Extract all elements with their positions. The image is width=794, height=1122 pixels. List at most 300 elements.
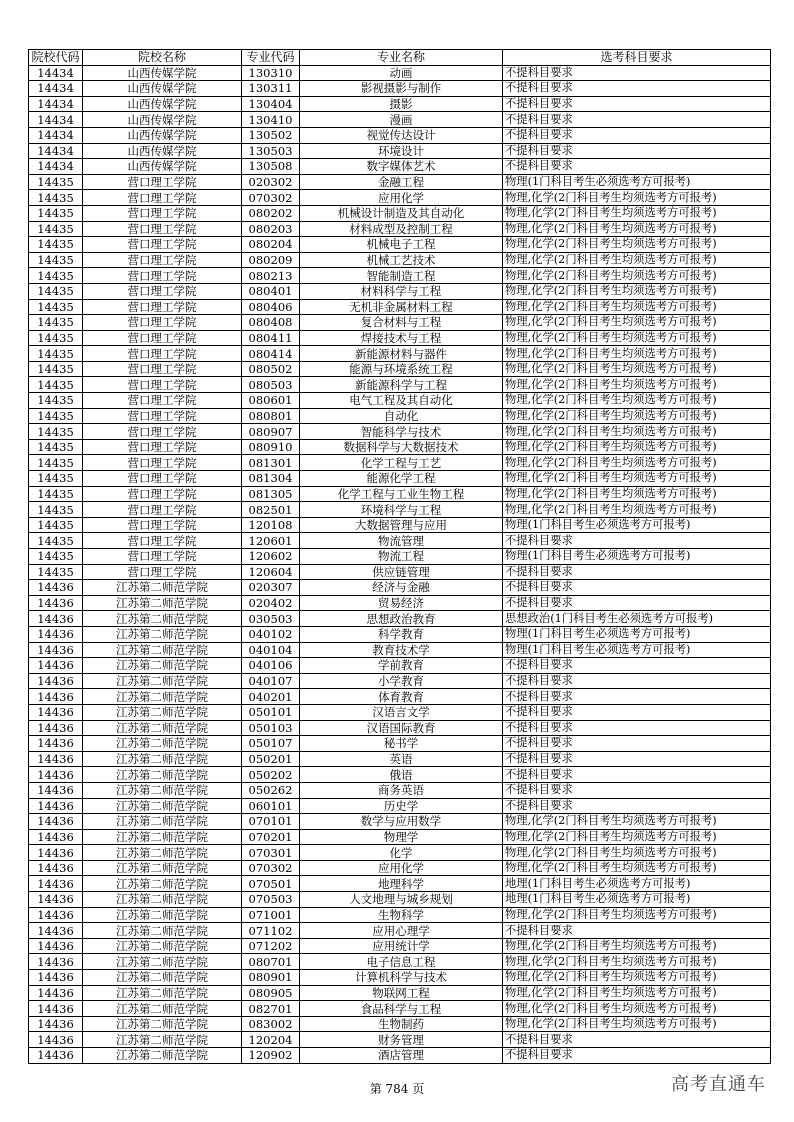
table-row: [29, 704, 771, 720]
subject-requirement-cell: 物理,化学(2门科目考生均须选考方可报考): [503, 814, 771, 830]
table-row: [29, 533, 771, 549]
subject-requirement-cell: 物理,化学(2门科目考生均须选考方可报考): [503, 361, 771, 377]
table-row: [29, 736, 771, 752]
subject-requirement-cell: 不提科目要求: [503, 689, 771, 705]
school-code-cell: 14435: [29, 502, 83, 518]
school-name-cell: 营口理工学院: [83, 346, 242, 362]
school-name-cell: 江苏第二师范学院: [83, 814, 242, 830]
major-name-cell: 经济与金融: [300, 580, 503, 596]
major-name-cell: 电气工程及其自动化: [300, 393, 503, 409]
table-row: [29, 455, 771, 471]
table-row: [29, 938, 771, 954]
major-name-cell: 商务英语: [300, 782, 503, 798]
header-major-name: 专业名称: [300, 50, 503, 66]
header-major-code: 专业代码: [242, 50, 300, 66]
major-code-cell: 080408: [242, 315, 300, 331]
school-code-cell: 14436: [29, 892, 83, 908]
major-name-cell: 科学教育: [300, 626, 503, 642]
subject-requirement-cell: 不提科目要求: [503, 767, 771, 783]
table-row: [29, 673, 771, 689]
subject-requirement-cell: 物理(1门科目考生必须选考方可报考): [503, 517, 771, 533]
subject-requirement-cell: 地理(1门科目考生必须选考方可报考): [503, 892, 771, 908]
school-name-cell: 营口理工学院: [83, 533, 242, 549]
school-name-cell: 江苏第二师范学院: [83, 923, 242, 939]
school-code-cell: 14435: [29, 486, 83, 502]
school-name-cell: 江苏第二师范学院: [83, 1016, 242, 1032]
school-code-cell: 14436: [29, 720, 83, 736]
school-code-cell: 14435: [29, 221, 83, 237]
table-row: [29, 829, 771, 845]
school-name-cell: 江苏第二师范学院: [83, 938, 242, 954]
major-code-cell: 082501: [242, 502, 300, 518]
major-code-cell: 081301: [242, 455, 300, 471]
school-code-cell: 14436: [29, 876, 83, 892]
major-name-cell: 秘书学: [300, 736, 503, 752]
table-row: [29, 424, 771, 440]
school-code-cell: 14436: [29, 1048, 83, 1064]
school-code-cell: 14435: [29, 283, 83, 299]
major-code-cell: 080401: [242, 283, 300, 299]
school-code-cell: 14435: [29, 252, 83, 268]
subject-requirement-cell: 物理,化学(2门科目考生均须选考方可报考): [503, 299, 771, 315]
subject-requirement-cell: 思想政治(1门科目考生必须选考方可报考): [503, 611, 771, 627]
major-name-cell: 智能制造工程: [300, 268, 503, 284]
subject-requirement-cell: 物理,化学(2门科目考生均须选考方可报考): [503, 938, 771, 954]
major-name-cell: 供应链管理: [300, 564, 503, 580]
school-code-cell: 14435: [29, 393, 83, 409]
major-name-cell: 俄语: [300, 767, 503, 783]
school-name-cell: 江苏第二师范学院: [83, 626, 242, 642]
major-code-cell: 070201: [242, 829, 300, 845]
table-row: [29, 954, 771, 970]
table-row: [29, 299, 771, 315]
school-name-cell: 江苏第二师范学院: [83, 611, 242, 627]
subject-requirement-cell: 不提科目要求: [503, 798, 771, 814]
major-name-cell: 智能科学与技术: [300, 424, 503, 440]
table-row: [29, 346, 771, 362]
school-code-cell: 14435: [29, 190, 83, 206]
school-code-cell: 14436: [29, 736, 83, 752]
major-code-cell: 050101: [242, 704, 300, 720]
school-name-cell: 江苏第二师范学院: [83, 595, 242, 611]
school-code-cell: 14435: [29, 315, 83, 331]
major-code-cell: 130508: [242, 159, 300, 175]
school-code-cell: 14436: [29, 595, 83, 611]
major-name-cell: 体育教育: [300, 689, 503, 705]
school-name-cell: 江苏第二师范学院: [83, 720, 242, 736]
school-code-cell: 14436: [29, 814, 83, 830]
table-row: [29, 439, 771, 455]
subject-requirement-cell: 物理(1门科目考生必须选考方可报考): [503, 642, 771, 658]
major-name-cell: 能源化学工程: [300, 471, 503, 487]
table-row: [29, 611, 771, 627]
major-code-cell: 083002: [242, 1016, 300, 1032]
school-name-cell: 营口理工学院: [83, 315, 242, 331]
school-name-cell: 营口理工学院: [83, 486, 242, 502]
school-name-cell: 江苏第二师范学院: [83, 845, 242, 861]
major-name-cell: 化学工程与工艺: [300, 455, 503, 471]
school-name-cell: 江苏第二师范学院: [83, 876, 242, 892]
major-name-cell: 视觉传达设计: [300, 127, 503, 143]
subject-requirement-cell: 不提科目要求: [503, 736, 771, 752]
major-name-cell: 新能源材料与器件: [300, 346, 503, 362]
school-name-cell: 营口理工学院: [83, 471, 242, 487]
subject-requirement-cell: 不提科目要求: [503, 1048, 771, 1064]
school-name-cell: 营口理工学院: [83, 517, 242, 533]
major-name-cell: 应用化学: [300, 190, 503, 206]
table-row: [29, 876, 771, 892]
major-name-cell: 材料成型及控制工程: [300, 221, 503, 237]
subject-requirement-cell: 物理,化学(2门科目考生均须选考方可报考): [503, 268, 771, 284]
school-name-cell: 山西传媒学院: [83, 112, 242, 128]
school-code-cell: 14435: [29, 346, 83, 362]
major-code-cell: 070302: [242, 190, 300, 206]
school-code-cell: 14434: [29, 96, 83, 112]
school-code-cell: 14435: [29, 377, 83, 393]
subject-requirement-cell: 物理,化学(2门科目考生均须选考方可报考): [503, 502, 771, 518]
subject-requirement-cell: 物理,化学(2门科目考生均须选考方可报考): [503, 845, 771, 861]
table-body: [29, 65, 771, 1063]
subject-requirement-cell: 物理,化学(2门科目考生均须选考方可报考): [503, 1016, 771, 1032]
table-row: [29, 190, 771, 206]
school-name-cell: 江苏第二师范学院: [83, 1001, 242, 1017]
subject-requirement-cell: 物理,化学(2门科目考生均须选考方可报考): [503, 860, 771, 876]
subject-requirement-cell: 物理,化学(2门科目考生均须选考方可报考): [503, 455, 771, 471]
school-code-cell: 14434: [29, 143, 83, 159]
subject-requirement-cell: 地理(1门科目考生必须选考方可报考): [503, 876, 771, 892]
school-code-cell: 14436: [29, 798, 83, 814]
subject-requirement-cell: 不提科目要求: [503, 564, 771, 580]
school-name-cell: 营口理工学院: [83, 408, 242, 424]
table-row: [29, 798, 771, 814]
major-code-cell: 070301: [242, 845, 300, 861]
school-name-cell: 营口理工学院: [83, 393, 242, 409]
school-name-cell: 营口理工学院: [83, 377, 242, 393]
school-code-cell: 14435: [29, 237, 83, 253]
subject-requirement-cell: 物理,化学(2门科目考生均须选考方可报考): [503, 315, 771, 331]
school-name-cell: 营口理工学院: [83, 330, 242, 346]
major-code-cell: 070501: [242, 876, 300, 892]
table-row: [29, 642, 771, 658]
major-name-cell: 大数据管理与应用: [300, 517, 503, 533]
subject-requirement-cell: 物理(1门科目考生必须选考方可报考): [503, 174, 771, 190]
table-row: [29, 174, 771, 190]
major-name-cell: 机械设计制造及其自动化: [300, 205, 503, 221]
subject-requirement-cell: 物理,化学(2门科目考生均须选考方可报考): [503, 907, 771, 923]
major-code-cell: 082701: [242, 1001, 300, 1017]
major-code-cell: 040104: [242, 642, 300, 658]
major-code-cell: 071202: [242, 938, 300, 954]
major-code-cell: 080213: [242, 268, 300, 284]
major-code-cell: 130404: [242, 96, 300, 112]
major-code-cell: 080701: [242, 954, 300, 970]
table-row: [29, 330, 771, 346]
table-row: [29, 1032, 771, 1048]
school-code-cell: 14436: [29, 767, 83, 783]
subject-requirement-cell: 不提科目要求: [503, 720, 771, 736]
school-name-cell: 营口理工学院: [83, 190, 242, 206]
school-code-cell: 14436: [29, 751, 83, 767]
major-name-cell: 人文地理与城乡规划: [300, 892, 503, 908]
school-name-cell: 江苏第二师范学院: [83, 954, 242, 970]
school-name-cell: 江苏第二师范学院: [83, 658, 242, 674]
school-name-cell: 山西传媒学院: [83, 159, 242, 175]
header-subject-requirement: 选考科目要求: [503, 50, 771, 66]
subject-requirement-cell: 不提科目要求: [503, 782, 771, 798]
major-name-cell: 摄影: [300, 96, 503, 112]
table-row: [29, 549, 771, 565]
table-row: [29, 720, 771, 736]
school-name-cell: 营口理工学院: [83, 502, 242, 518]
school-name-cell: 江苏第二师范学院: [83, 985, 242, 1001]
major-code-cell: 080411: [242, 330, 300, 346]
table-row: [29, 1048, 771, 1064]
table-row: [29, 377, 771, 393]
table-row: [29, 1016, 771, 1032]
school-code-cell: 14435: [29, 361, 83, 377]
school-name-cell: 营口理工学院: [83, 564, 242, 580]
table-row: [29, 907, 771, 923]
major-name-cell: 电子信息工程: [300, 954, 503, 970]
school-name-cell: 营口理工学院: [83, 424, 242, 440]
major-name-cell: 材料科学与工程: [300, 283, 503, 299]
school-code-cell: 14434: [29, 65, 83, 81]
school-name-cell: 营口理工学院: [83, 299, 242, 315]
major-name-cell: 教育技术学: [300, 642, 503, 658]
major-code-cell: 030503: [242, 611, 300, 627]
school-name-cell: 营口理工学院: [83, 439, 242, 455]
major-code-cell: 080502: [242, 361, 300, 377]
subject-requirement-cell: 物理,化学(2门科目考生均须选考方可报考): [503, 252, 771, 268]
major-code-cell: 081305: [242, 486, 300, 502]
major-name-cell: 数据科学与大数据技术: [300, 439, 503, 455]
school-name-cell: 江苏第二师范学院: [83, 580, 242, 596]
major-name-cell: 影视摄影与制作: [300, 81, 503, 97]
major-name-cell: 物理学: [300, 829, 503, 845]
major-code-cell: 020302: [242, 174, 300, 190]
school-code-cell: 14436: [29, 611, 83, 627]
school-code-cell: 14434: [29, 127, 83, 143]
subject-requirement-cell: 物理(1门科目考生必须选考方可报考): [503, 626, 771, 642]
school-name-cell: 营口理工学院: [83, 283, 242, 299]
table-row: [29, 1001, 771, 1017]
major-code-cell: 130502: [242, 127, 300, 143]
school-code-cell: 14435: [29, 533, 83, 549]
subject-requirement-cell: 物理,化学(2门科目考生均须选考方可报考): [503, 205, 771, 221]
major-name-cell: 生物科学: [300, 907, 503, 923]
school-code-cell: 14434: [29, 159, 83, 175]
major-name-cell: 环境科学与工程: [300, 502, 503, 518]
table-row: [29, 283, 771, 299]
major-name-cell: 金融工程: [300, 174, 503, 190]
major-name-cell: 贸易经济: [300, 595, 503, 611]
school-code-cell: 14436: [29, 970, 83, 986]
school-name-cell: 江苏第二师范学院: [83, 907, 242, 923]
subject-requirement-cell: 不提科目要求: [503, 595, 771, 611]
school-code-cell: 14436: [29, 626, 83, 642]
major-code-cell: 020402: [242, 595, 300, 611]
major-name-cell: 财务管理: [300, 1032, 503, 1048]
table-row: [29, 814, 771, 830]
table-row: [29, 860, 771, 876]
table-row: [29, 845, 771, 861]
subject-requirement-cell: 物理,化学(2门科目考生均须选考方可报考): [503, 346, 771, 362]
school-code-cell: 14435: [29, 408, 83, 424]
table-row: [29, 751, 771, 767]
major-code-cell: 040107: [242, 673, 300, 689]
major-name-cell: 小学教育: [300, 673, 503, 689]
table-row: [29, 127, 771, 143]
table-row: [29, 626, 771, 642]
admission-table-container: [28, 49, 770, 1064]
school-code-cell: 14435: [29, 174, 83, 190]
school-name-cell: 江苏第二师范学院: [83, 798, 242, 814]
major-code-cell: 050262: [242, 782, 300, 798]
school-code-cell: 14435: [29, 299, 83, 315]
school-code-cell: 14436: [29, 1016, 83, 1032]
table-row: [29, 159, 771, 175]
school-name-cell: 山西传媒学院: [83, 143, 242, 159]
subject-requirement-cell: 物理,化学(2门科目考生均须选考方可报考): [503, 190, 771, 206]
major-name-cell: 酒店管理: [300, 1048, 503, 1064]
subject-requirement-cell: 不提科目要求: [503, 65, 771, 81]
school-name-cell: 营口理工学院: [83, 455, 242, 471]
subject-requirement-cell: 不提科目要求: [503, 143, 771, 159]
major-code-cell: 050107: [242, 736, 300, 752]
school-name-cell: 山西传媒学院: [83, 127, 242, 143]
school-code-cell: 14436: [29, 954, 83, 970]
table-row: [29, 112, 771, 128]
subject-requirement-cell: 物理,化学(2门科目考生均须选考方可报考): [503, 471, 771, 487]
major-name-cell: 汉语国际教育: [300, 720, 503, 736]
major-name-cell: 漫画: [300, 112, 503, 128]
major-name-cell: 机械电子工程: [300, 237, 503, 253]
school-code-cell: 14436: [29, 673, 83, 689]
table-row: [29, 268, 771, 284]
major-code-cell: 120604: [242, 564, 300, 580]
major-code-cell: 130310: [242, 65, 300, 81]
table-row: [29, 658, 771, 674]
major-name-cell: 动画: [300, 65, 503, 81]
subject-requirement-cell: 物理,化学(2门科目考生均须选考方可报考): [503, 985, 771, 1001]
page-number: 第 784 页: [369, 1082, 425, 1096]
school-name-cell: 江苏第二师范学院: [83, 1048, 242, 1064]
table-row: [29, 517, 771, 533]
subject-requirements-table: [28, 49, 771, 1064]
school-name-cell: 江苏第二师范学院: [83, 860, 242, 876]
school-name-cell: 营口理工学院: [83, 361, 242, 377]
school-name-cell: 江苏第二师范学院: [83, 1032, 242, 1048]
major-code-cell: 060101: [242, 798, 300, 814]
table-row: [29, 782, 771, 798]
major-name-cell: 化学: [300, 845, 503, 861]
major-name-cell: 学前教育: [300, 658, 503, 674]
school-name-cell: 江苏第二师范学院: [83, 782, 242, 798]
subject-requirement-cell: 物理,化学(2门科目考生均须选考方可报考): [503, 970, 771, 986]
table-row: [29, 970, 771, 986]
table-row: [29, 767, 771, 783]
subject-requirement-cell: 物理,化学(2门科目考生均须选考方可报考): [503, 393, 771, 409]
school-code-cell: 14436: [29, 642, 83, 658]
subject-requirement-cell: 物理,化学(2门科目考生均须选考方可报考): [503, 283, 771, 299]
school-code-cell: 14436: [29, 860, 83, 876]
brand-logo-text: 高考直通车: [671, 1074, 766, 1095]
school-name-cell: 江苏第二师范学院: [83, 673, 242, 689]
subject-requirement-cell: 物理,化学(2门科目考生均须选考方可报考): [503, 424, 771, 440]
school-code-cell: 14436: [29, 782, 83, 798]
school-code-cell: 14435: [29, 330, 83, 346]
table-row: [29, 65, 771, 81]
school-code-cell: 14435: [29, 549, 83, 565]
major-code-cell: 081304: [242, 471, 300, 487]
major-name-cell: 物联网工程: [300, 985, 503, 1001]
major-code-cell: 120204: [242, 1032, 300, 1048]
school-code-cell: 14435: [29, 424, 83, 440]
major-name-cell: 应用化学: [300, 860, 503, 876]
subject-requirement-cell: 不提科目要求: [503, 112, 771, 128]
major-name-cell: 思想政治教育: [300, 611, 503, 627]
subject-requirement-cell: 物理(1门科目考生必须选考方可报考): [503, 549, 771, 565]
table-header-row: [29, 50, 771, 66]
major-name-cell: 无机非金属材料工程: [300, 299, 503, 315]
major-name-cell: 应用统计学: [300, 938, 503, 954]
table-row: [29, 985, 771, 1001]
school-name-cell: 江苏第二师范学院: [83, 751, 242, 767]
major-name-cell: 英语: [300, 751, 503, 767]
table-row: [29, 315, 771, 331]
subject-requirement-cell: 不提科目要求: [503, 923, 771, 939]
major-code-cell: 070302: [242, 860, 300, 876]
school-name-cell: 山西传媒学院: [83, 65, 242, 81]
school-name-cell: 营口理工学院: [83, 174, 242, 190]
table-row: [29, 221, 771, 237]
school-name-cell: 江苏第二师范学院: [83, 829, 242, 845]
table-row: [29, 689, 771, 705]
school-code-cell: 14436: [29, 704, 83, 720]
major-code-cell: 080503: [242, 377, 300, 393]
major-code-cell: 050202: [242, 767, 300, 783]
table-row: [29, 205, 771, 221]
table-row: [29, 892, 771, 908]
school-code-cell: 14436: [29, 845, 83, 861]
subject-requirement-cell: 不提科目要求: [503, 1032, 771, 1048]
major-code-cell: 120108: [242, 517, 300, 533]
major-name-cell: 数学与应用数学: [300, 814, 503, 830]
subject-requirement-cell: 不提科目要求: [503, 580, 771, 596]
major-code-cell: 130410: [242, 112, 300, 128]
subject-requirement-cell: 不提科目要求: [503, 96, 771, 112]
school-code-cell: 14435: [29, 205, 83, 221]
table-row: [29, 81, 771, 97]
school-name-cell: 山西传媒学院: [83, 96, 242, 112]
major-name-cell: 汉语言文学: [300, 704, 503, 720]
table-row: [29, 143, 771, 159]
subject-requirement-cell: 不提科目要求: [503, 673, 771, 689]
subject-requirement-cell: 不提科目要求: [503, 127, 771, 143]
table-row: [29, 252, 771, 268]
subject-requirement-cell: 不提科目要求: [503, 751, 771, 767]
subject-requirement-cell: 物理,化学(2门科目考生均须选考方可报考): [503, 1001, 771, 1017]
subject-requirement-cell: 不提科目要求: [503, 81, 771, 97]
major-name-cell: 地理科学: [300, 876, 503, 892]
major-code-cell: 040102: [242, 626, 300, 642]
major-code-cell: 050103: [242, 720, 300, 736]
major-code-cell: 080907: [242, 424, 300, 440]
major-code-cell: 080414: [242, 346, 300, 362]
school-name-cell: 山西传媒学院: [83, 81, 242, 97]
school-code-cell: 14436: [29, 829, 83, 845]
table-row: [29, 923, 771, 939]
